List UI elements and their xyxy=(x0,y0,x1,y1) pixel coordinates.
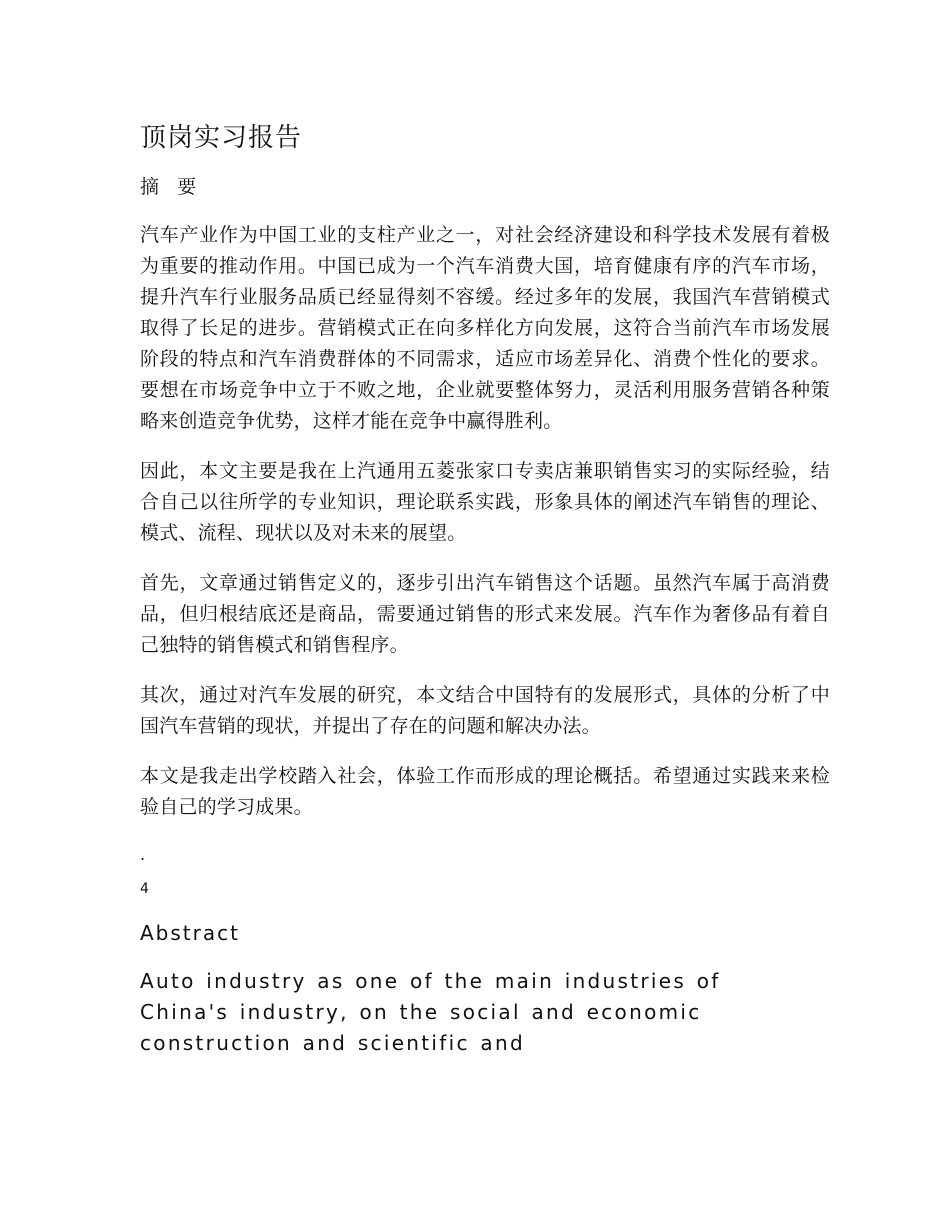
document-page xyxy=(140,118,830,1059)
abstract-paragraph: Auto industry as one of the main industries of China's industry, on the social and economic construction and scientific and xyxy=(140,969,721,1055)
separator-dot: . xyxy=(140,845,146,864)
page-number: 4 xyxy=(140,881,149,897)
summary-paragraph-4: 其次，通过对汽车发展的研究，本文结合中国特有的发展形式，具体的分析了中国汽车营销的现状，并提出了存在的问题和解决办法。 xyxy=(140,684,830,737)
abstract-heading: Abstract xyxy=(140,921,240,945)
document-title: 顶岗实习报告 xyxy=(140,123,303,153)
summary-heading: 摘 要 xyxy=(140,176,199,198)
summary-paragraph-3: 首先，文章通过销售定义的，逐步引出汽车销售这个话题。虽然汽车属于高消费品，但归根结底还是商品，需要通过销售的形式来发展。汽车作为奢侈品有着自己独特的销售模式和销售程序。 xyxy=(140,572,830,656)
summary-paragraph-1: 汽车产业作为中国工业的支柱产业之一，对社会经济建设和科学技术发展有着极为重要的推动作用。中国已成为一个汽车消费大国，培育健康有序的汽车市场，提升汽车行业服务品质已经显得刻不容缓。经过多年的发展，我国汽车营销模式取得了长足的进步。营销模式正在向多样化方向发展，这符合当前汽车市场发展阶段的特点和汽车消费群体的不同需求，适应市场差异化、消费个性化的要求。要想在市场竞争中立于不败之地，企业就要整体努力，灵活利用服务营销各种策略来创造竞争优势，这样才能在竞争中赢得胜利。 xyxy=(140,224,830,432)
summary-paragraph-2: 因此，本文主要是我在上汽通用五菱张家口专卖店兼职销售实习的实际经验，结合自己以往所学的专业知识，理论联系实践，形象具体的阐述汽车销售的理论、模式、流程、现状以及对未来的展望。 xyxy=(140,460,830,544)
summary-paragraph-5: 本文是我走出学校踏入社会，体验工作而形成的理论概括。希望通过实践来来检验自己的学习成果。 xyxy=(140,765,830,818)
